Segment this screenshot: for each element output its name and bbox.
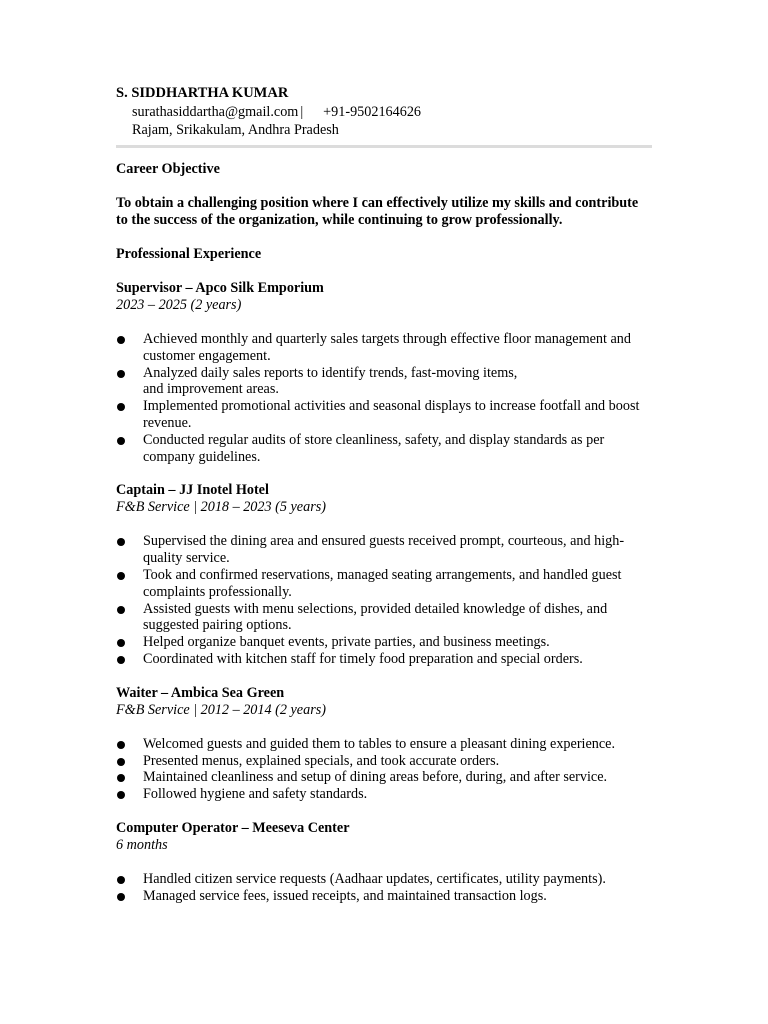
header-divider	[116, 145, 652, 148]
bullet-item	[116, 871, 653, 888]
bullet-icon	[117, 876, 125, 884]
bullet-text: Implemented promotional activities and seasonal displays to increase footfall and boost revenue.	[143, 398, 640, 431]
job-title: Supervisor – Apco Silk Emporium	[116, 280, 324, 296]
candidate-name: S. SIDDHARTHA KUMAR	[116, 85, 289, 101]
job-entry	[116, 482, 656, 667]
job-bullets	[116, 331, 656, 465]
bullet-item	[116, 601, 653, 635]
bullet-icon	[117, 656, 125, 664]
bullet-icon	[117, 403, 125, 411]
bullet-text: Welcomed guests and guided them to tables to ensure a pleasant dining experience.	[143, 735, 616, 752]
bullet-icon	[117, 774, 125, 782]
bullet-text: Coordinated with kitchen staff for timely food preparation and special orders.	[143, 650, 583, 667]
bullet-icon	[117, 370, 125, 378]
bullet-text: Assisted guests with menu selections, provided detailed knowledge of dishes, and suggested pairing options.	[143, 600, 608, 634]
job-entry	[116, 820, 656, 905]
job-subtitle: F&B Service | 2012 – 2014 (2 years)	[116, 701, 326, 718]
bullet-item	[116, 651, 653, 668]
job-subtitle: 2023 – 2025 (2 years)	[116, 297, 242, 313]
job-subtitle: 6 months	[116, 836, 168, 853]
bullet-item	[116, 888, 653, 905]
bullet-icon	[117, 606, 125, 614]
phone-text: +91-9502164626	[323, 104, 422, 120]
bullet-item	[116, 786, 653, 803]
bullet-icon	[117, 538, 125, 546]
bullet-icon	[117, 791, 125, 799]
job-title: Waiter – Ambica Sea Green	[116, 684, 285, 701]
job-subtitle: F&B Service | 2018 – 2023 (5 years)	[116, 499, 326, 516]
bullet-icon	[117, 572, 125, 580]
bullet-item	[116, 331, 653, 365]
job-title: Computer Operator – Meeseva Center	[116, 819, 350, 836]
bullet-text: Managed service fees, issued receipts, and maintained transaction logs.	[143, 887, 547, 904]
bullet-text: Analyzed daily sales reports to identify trends, fast-moving items, and improvement areas.	[143, 364, 518, 398]
job-bullets	[116, 736, 656, 803]
job-bullets	[116, 871, 656, 905]
bullet-icon	[117, 893, 125, 901]
bullet-item	[116, 753, 653, 770]
bullet-item	[116, 736, 653, 753]
job-entry	[116, 685, 656, 803]
bullet-item	[116, 533, 653, 567]
bullet-text: Supervised the dining area and ensured guests received prompt, courteous, and high-quality service.	[143, 533, 625, 567]
bullet-icon	[117, 437, 125, 445]
bullet-item	[116, 567, 653, 601]
bullet-item	[116, 634, 653, 651]
bullet-icon	[117, 639, 125, 647]
address-text: Rajam, Srikakulam, Andhra Pradesh	[132, 122, 339, 138]
bullet-icon	[117, 741, 125, 749]
professional-experience-heading: Professional Experience	[116, 246, 262, 262]
email-text: surathasiddartha@gmail.com	[132, 104, 299, 120]
bullet-text: Helped organize banquet events, private parties, and business meetings.	[143, 634, 550, 651]
contact-separator: |	[300, 104, 304, 120]
bullet-icon	[117, 336, 125, 344]
bullet-text: Handled citizen service requests (Aadhaar updates, certificates, utility payments).	[143, 870, 606, 887]
career-objective-heading: Career Objective	[116, 161, 220, 177]
contact-line	[116, 103, 656, 121]
bullet-text: Conducted regular audits of store cleanliness, safety, and display standards as per company guidelines.	[143, 431, 605, 465]
bullet-text: Maintained cleanliness and setup of dining areas before, during, and after service.	[143, 769, 608, 786]
bullet-text: Achieved monthly and quarterly sales targets through effective floor management and customer engagement.	[143, 331, 631, 364]
bullet-text: Took and confirmed reservations, managed seating arrangements, and handled guest complaints professionally.	[143, 566, 622, 600]
bullet-item	[116, 365, 653, 399]
bullet-icon	[117, 758, 125, 766]
job-entry	[116, 280, 656, 465]
job-title: Captain – JJ Inotel Hotel	[116, 482, 269, 499]
job-bullets	[116, 533, 656, 667]
career-objective-text: To obtain a challenging position where I can effectively utilize my skills and contribute to the success of the organization, while continuing to grow professionally.	[116, 195, 639, 228]
bullet-item	[116, 432, 653, 466]
bullet-item	[116, 398, 653, 432]
bullet-text: Followed hygiene and safety standards.	[143, 786, 368, 803]
resume-page	[116, 84, 656, 905]
bullet-item	[116, 769, 653, 786]
bullet-text: Presented menus, explained specials, and took accurate orders.	[143, 752, 500, 769]
